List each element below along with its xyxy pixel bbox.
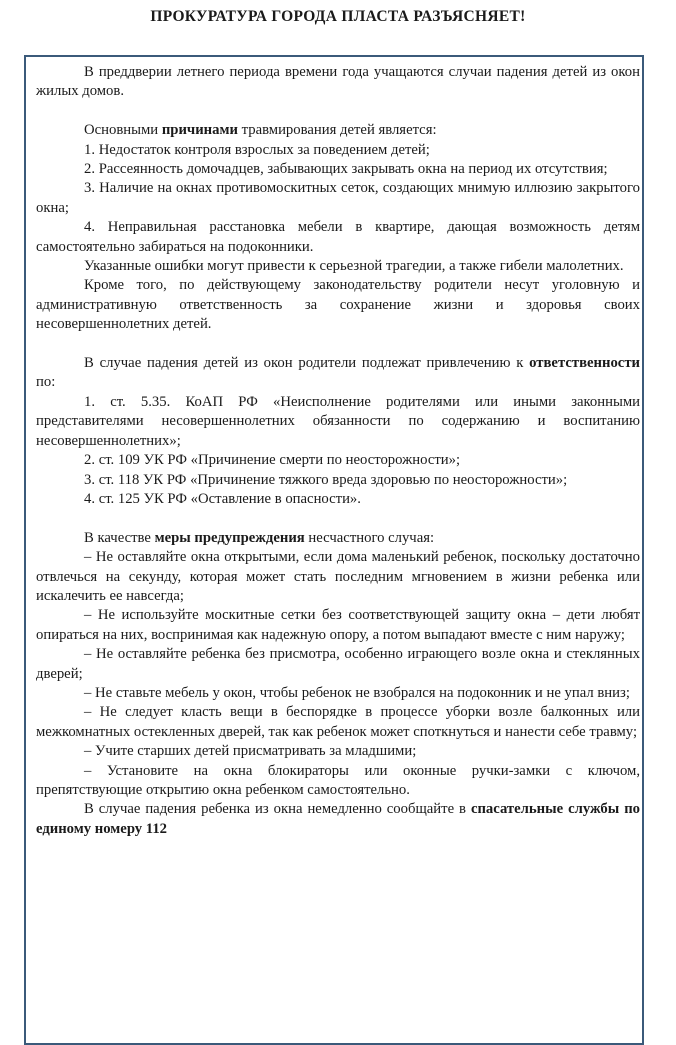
responsibility-item-3: 3. ст. 118 УК РФ «Причинение тяжкого вреда здоровью по неосторожности»; <box>84 471 568 488</box>
responsibility-lead-bold: ответственности <box>529 355 640 372</box>
responsibility-item-4: 4. ст. 125 УК РФ «Оставление в опасности». <box>84 490 361 507</box>
emergency-text: В случае падения ребенка из окна немедленно сообщайте в <box>84 801 471 818</box>
prevention-item-5: – Не следует класть вещи в беспорядке в процессе уборки возле балконных или межкомнатных остекленных дверей, так как ребенок может споткнуться и нанести себе травму; <box>36 704 640 740</box>
prevention-item-7: – Установите на окна блокираторы или оконные ручки-замки с ключом, препятствующие открытию окна ребенком самостоятельно. <box>36 762 640 798</box>
prevention-lead-text: В качестве <box>84 529 155 546</box>
spacer <box>36 335 640 354</box>
cause-item-2: 2. Рассеянность домочадцев, забывающих закрывать окна на период их отсутствия; <box>84 161 608 178</box>
intro-paragraph: В преддверии летнего периода времени года учащаются случаи падения детей из окон жилых домов. <box>36 64 640 100</box>
responsibility-lead-text: В случае падения детей из окон родители подлежат привлечению к <box>84 355 530 372</box>
cause-item-4: 4. Неправильная расстановка мебели в квартире, дающая возможность детям самостоятельно забираться на подоконники. <box>36 219 640 255</box>
page-title: ПРОКУРАТУРА ГОРОДА ПЛАСТА РАЗЪЯСНЯЕТ! <box>150 8 526 25</box>
consequence-paragraph: Указанные ошибки могут привести к серьезной трагедии, а также гибели малолетних. <box>84 258 624 275</box>
spacer <box>36 509 640 528</box>
causes-lead-tail: травмирования детей является: <box>237 122 437 139</box>
prevention-lead-tail: несчастного случая: <box>304 529 435 546</box>
prevention-item-6: – Учите старших детей присматривать за младшими; <box>84 743 417 760</box>
cause-item-3: 3. Наличие на окнах противомоскитных сеток, создающих мнимую иллюзию закрытого окна; <box>36 180 640 216</box>
spacer <box>36 102 640 121</box>
responsibility-lead <box>36 354 640 393</box>
prevention-item-2: – Не используйте москитные сетки без соответствующей защиту окна – дети любят опираться на них, воспринимая как надежную опору, а потом выпадают вместе с ним наружу; <box>36 607 640 643</box>
responsibility-item-1: 1. ст. 5.35. КоАП РФ «Неисполнение родителями или иными законными представителями несовершеннолетних обязанности по содержанию и воспитанию несовершеннолетних»; <box>36 393 640 449</box>
emergency-number: спасательные службы по единому номеру 112 <box>36 801 641 837</box>
responsibility-item-2: 2. ст. 109 УК РФ «Причинение смерти по неосторожности»; <box>84 452 461 469</box>
causes-lead-text: Основными <box>84 122 162 139</box>
responsibility-lead-tail: по: <box>36 374 56 391</box>
prevention-lead-bold: меры предупреждения <box>154 529 305 546</box>
emergency-paragraph <box>36 800 640 839</box>
prevention-item-1: – Не оставляйте окна открытыми, если дома маленький ребенок, поскольку достаточно отвлечься на секунду, которая может стать последним мгновением в жизни ребенка или искалечить ее навсегда; <box>36 549 640 604</box>
causes-lead-bold: причинами <box>161 122 238 139</box>
prevention-item-4: – Не ставьте мебель у окон, чтобы ребенок не взобрался на подоконник и не упал вниз; <box>84 684 630 701</box>
prevention-item-3: – Не оставляйте ребенка без присмотра, особенно играющего возле окна и стеклянных дверей; <box>36 646 640 682</box>
cause-item-1: 1. Недостаток контроля взрослых за поведением детей; <box>84 141 430 158</box>
causes-lead <box>36 121 640 140</box>
liability-paragraph: Кроме того, по действующему законодательству родители несут уголовную и административную ответственность за сохранение жизни и здоровья своих несовершеннолетних детей. <box>36 277 640 333</box>
notice-body <box>36 63 640 839</box>
prevention-lead <box>36 529 640 548</box>
